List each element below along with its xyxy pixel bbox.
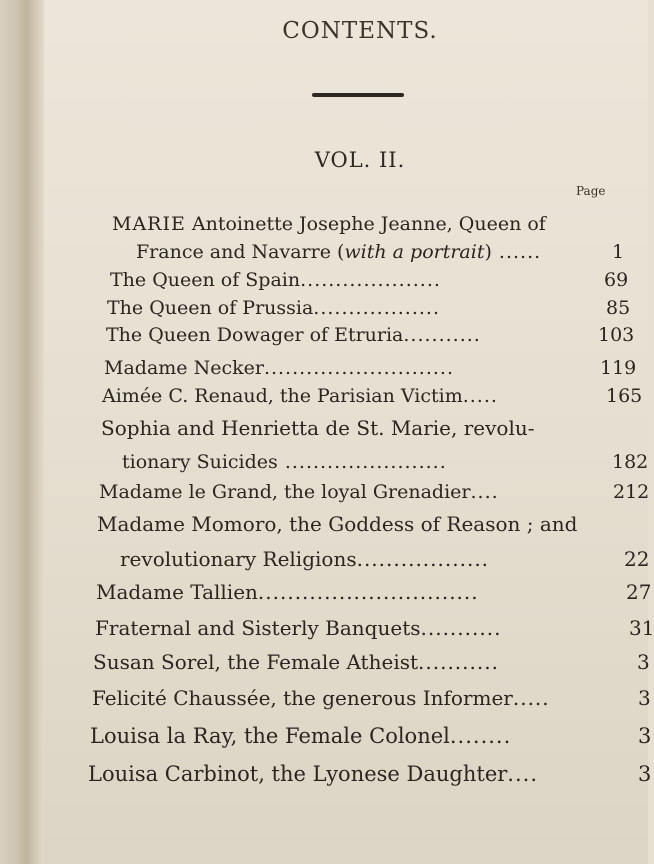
page-number: 182 (612, 451, 649, 473)
entry-text: tionary Suicides (122, 451, 278, 473)
toc-entry-line (96, 580, 652, 604)
entry-text: The Queen Dowager of Etruria (106, 324, 404, 346)
toc-entry-line (122, 450, 648, 474)
toc-entry-line (95, 616, 654, 640)
page-number: 3 (638, 686, 651, 710)
leader-dots: ........................... (263, 357, 455, 379)
page-number: 22 (624, 547, 650, 571)
entry-text: revolutionary Religions (120, 547, 357, 571)
toc-entry-line (99, 480, 648, 504)
page-number: 3 (638, 724, 652, 748)
leader-dots: ..... (462, 385, 498, 407)
toc-entry-line (106, 323, 636, 347)
entry-text: Antoinette Josephe Jeanne, Queen of (185, 213, 546, 235)
page-number: 31 (629, 616, 654, 640)
entry-text: Susan Sorel, the Female Atheist (93, 650, 419, 674)
entry-text: Felicité Chaussée, the generous Informer (92, 686, 513, 710)
volume-heading: VOL. II. (314, 148, 406, 172)
toc-entry-line (88, 762, 652, 786)
page-number: 1 (612, 241, 625, 263)
entry-text: Fraternal and Sisterly Banquets (95, 616, 421, 640)
page-number: 3 (638, 762, 652, 786)
toc-entry-line (110, 268, 630, 292)
entry-italic-note: with a portrait (344, 241, 485, 263)
page-column-label: Page (576, 184, 606, 198)
page-number: 165 (606, 385, 643, 407)
entry-text: Louisa la Ray, the Female Colonel (90, 724, 450, 748)
entry-text: Aimée C. Renaud, the Parisian Victim (102, 385, 463, 407)
leader-dots: .................. (356, 547, 490, 571)
leader-dots: ........ (449, 724, 512, 748)
leader-dots: .............................. (257, 580, 479, 604)
leader-dots: .... (470, 481, 499, 503)
toc-entry-line (104, 356, 644, 380)
toc-entry-line (120, 547, 648, 571)
page-number: 103 (598, 324, 635, 346)
leader-dots: .... (507, 762, 538, 786)
entry-text: The Queen of Spain (110, 269, 301, 291)
leader-dots: ....................... (277, 451, 447, 473)
entry-text: France and Navarre ( (136, 241, 345, 263)
leader-dots: ........... (420, 616, 502, 640)
page-number: 27 (626, 580, 652, 604)
leader-dots: ........... (403, 324, 481, 346)
entry-text: Madame Momoro, the Goddess of Reason ; and (97, 512, 578, 536)
toc-entry-line (92, 686, 651, 710)
entry-text: Madame Tallien (96, 580, 258, 604)
leader-dots: .................... (300, 269, 441, 291)
entry-text: Louisa Carbinot, the Lyonese Daughter (88, 762, 508, 786)
toc-entry-line (97, 512, 577, 536)
entry-text: Madame le Grand, the loyal Grenadier (99, 481, 471, 503)
page-number: 85 (606, 297, 631, 319)
leader-dots: .................. (313, 297, 441, 319)
leader-dots: ...... (491, 241, 542, 263)
page-number: 212 (613, 481, 650, 503)
page-number: 119 (600, 357, 637, 379)
toc-entry-line (107, 296, 632, 320)
decorative-rule (312, 93, 404, 97)
toc-entry-line (101, 416, 535, 440)
toc-entry-line (90, 724, 652, 748)
page-number: 3 (637, 650, 650, 674)
entry-text: Madame Necker (104, 357, 264, 379)
toc-entry-line (102, 384, 646, 408)
toc-entry-line (112, 212, 546, 236)
contents-heading: CONTENTS. (282, 18, 438, 44)
page-number: 69 (604, 269, 629, 291)
entry-text: The Queen of Prussia (107, 297, 314, 319)
entry-text-suffix: ) (484, 241, 492, 263)
book-gutter (0, 0, 44, 864)
toc-entry-line (136, 240, 626, 264)
leader-dots: ..... (512, 686, 550, 710)
entry-lead-word: MARIE (112, 213, 186, 235)
leader-dots: ........... (418, 650, 499, 674)
entry-text: Sophia and Henrietta de St. Marie, revolu- (101, 416, 535, 440)
toc-entry-line (93, 650, 648, 674)
